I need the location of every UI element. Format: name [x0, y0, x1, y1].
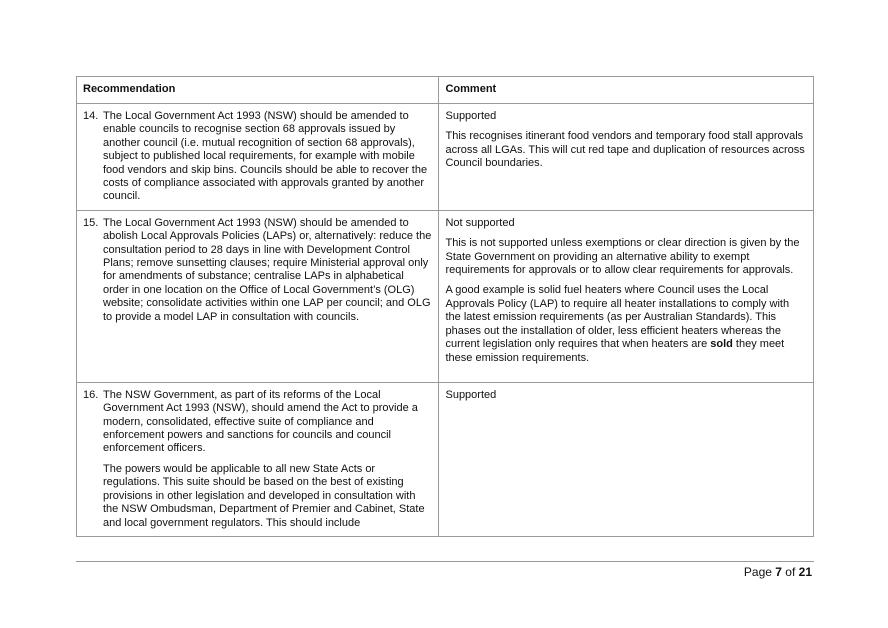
recommendation-text: The Local Government Act 1993 (NSW) should be amended to enable councils to recognise section 68 approvals issued by another council (i.e. mutual recognition of section 68 approvals), subject to published local requirements, for example with mobile food vendors and skip bins. Councils should be able to recover the costs of compliance associated with approvals granted by another council. [103, 110, 428, 203]
table-row [77, 210, 814, 382]
comment-cell [439, 382, 814, 536]
recommendation-text: The Local Government Act 1993 (NSW) should be amended to abolish Local Approvals Policies (LAPs) or, alternatively: reduce the consultation period to 28 days in line with Development Control Plans; remove sunsetting clauses; require Ministerial approval only for amendments of substance; centralise LAPs in alphabetical order in one location on the Office of Local Government’s (OLG) website; consolidate activities within one LAP per council; and OLG to provide a model LAP in consultation with councils. [103, 216, 432, 323]
comment-cell [439, 104, 814, 211]
comment-example-text [445, 284, 807, 364]
table-row [77, 104, 814, 211]
recommendation-cell [77, 210, 439, 382]
footer-divider [76, 561, 814, 562]
recommendation-cell [77, 382, 439, 536]
comment-example-post: they meet these emission requirements. [445, 338, 785, 364]
comment-text: This recognises itinerant food vendors and temporary food stall approvals across all LGAs. This will cut red tape and duplication of resources across Council boundaries. [445, 130, 805, 170]
page-of: of [781, 565, 799, 579]
recommendation-number: 14. [83, 110, 99, 122]
table-header-row [77, 77, 814, 104]
page-total: 21 [798, 565, 812, 579]
recommendation-cell [77, 104, 439, 211]
comment-status: Supported [445, 388, 497, 401]
comment-text: This is not supported unless exemptions or clear direction is given by the State Government on providing an alternative ability to exempt requirements for approvals or to allow clear requirements for approvals. [445, 237, 800, 277]
header-recommendation: Recommendation [77, 77, 439, 104]
comment-emphasis: sold [710, 338, 733, 351]
table-row [77, 382, 814, 536]
page-number [744, 565, 812, 579]
recommendation-text-continued: The powers would be applicable to all new State Acts or regulations. This suite should be based on the best of existing provisions in other legislation and developed in consultation with the NSW Ombudsman, Department of Premier and Cabinet, State and local government regulators. This should include [103, 462, 425, 529]
recommendation-text: The NSW Government, as part of its reforms of the Local Government Act 1993 (NSW), should amend the Act to provide a modern, consolidated, effective suite of compliance and enforcement powers and sanctions for councils and council enforcement officers. [103, 388, 418, 455]
page-current: 7 [775, 565, 782, 579]
comment-status: Supported [445, 110, 497, 122]
comment-example-pre: A good example is solid fuel heaters where Council uses the Local Approvals Policy (LAP) to require all heater installations to comply with the latest emission requirements (as per Australian Standards). This phases out the installation of older, less efficient heaters whereas the current legislation only requires that when heaters are [445, 284, 790, 351]
page-label: Page [743, 565, 776, 579]
comment-cell [439, 210, 814, 382]
recommendation-number: 16. [83, 388, 99, 401]
recommendations-table [76, 76, 814, 537]
header-comment: Comment [439, 77, 814, 104]
comment-status: Not supported [445, 216, 515, 229]
recommendation-number: 15. [83, 216, 99, 229]
